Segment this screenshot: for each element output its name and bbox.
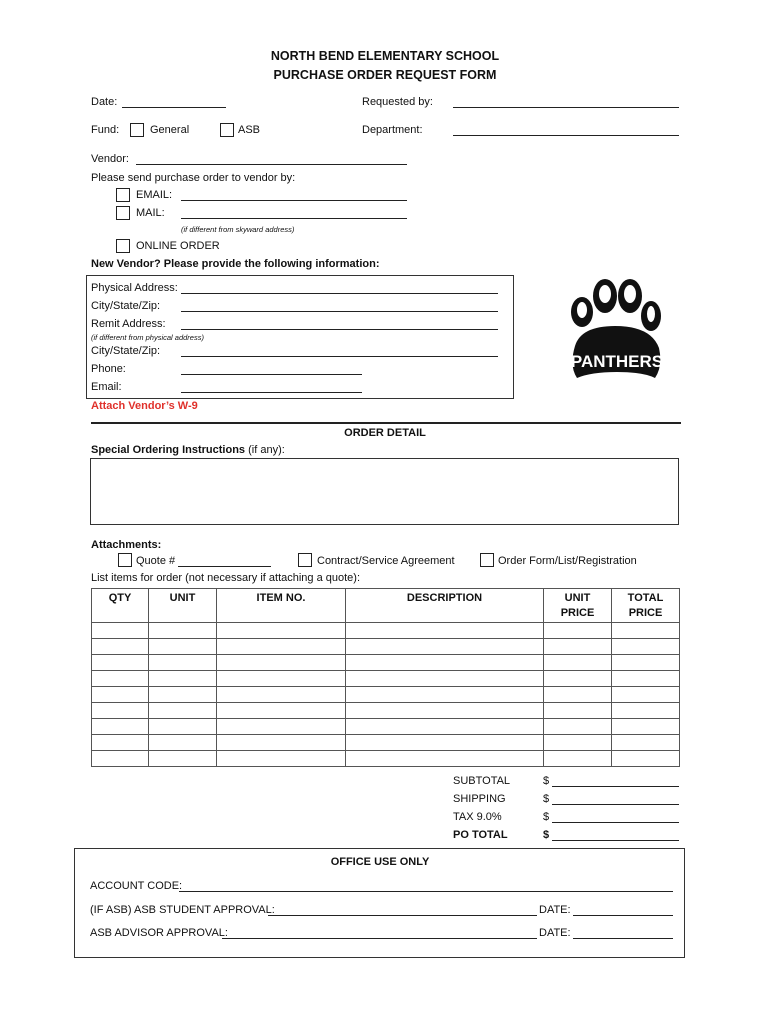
- subtotal-label: SUBTOTAL: [453, 775, 511, 787]
- school-name: NORTH BEND ELEMENTARY SCHOOL: [270, 49, 500, 63]
- date-field[interactable]: [122, 107, 226, 108]
- special-instructions-text: Special Ordering Instructions: [91, 444, 246, 456]
- vendor-email-label: Email:: [91, 381, 122, 393]
- table-cell[interactable]: [217, 703, 346, 719]
- table-cell[interactable]: [217, 719, 346, 735]
- asb-student-approval-field[interactable]: [268, 915, 537, 916]
- table-cell[interactable]: [149, 655, 217, 671]
- table-cell[interactable]: [544, 687, 612, 703]
- tax-label: TAX 9.0%: [453, 811, 502, 823]
- table-cell[interactable]: [612, 703, 680, 719]
- remit-city-state-zip-field[interactable]: [181, 356, 498, 357]
- table-cell[interactable]: [544, 655, 612, 671]
- table-cell[interactable]: [149, 719, 217, 735]
- table-cell[interactable]: [346, 735, 544, 751]
- quote-label: Quote #: [136, 555, 176, 567]
- table-row: [92, 655, 680, 671]
- phone-label: Phone:: [91, 363, 126, 375]
- table-cell[interactable]: [346, 687, 544, 703]
- order-detail-heading: ORDER DETAIL: [344, 427, 426, 439]
- contract-checkbox[interactable]: [298, 553, 312, 567]
- table-row: [92, 639, 680, 655]
- attachments-label: Attachments:: [91, 539, 162, 551]
- table-cell[interactable]: [612, 623, 680, 639]
- online-order-checkbox[interactable]: [116, 239, 130, 253]
- table-cell[interactable]: [346, 751, 544, 767]
- table-cell[interactable]: [544, 751, 612, 767]
- mail-checkbox[interactable]: [116, 206, 130, 220]
- city-state-zip-label: City/State/Zip:: [91, 300, 161, 312]
- fund-general-label: General: [150, 124, 190, 136]
- table-cell[interactable]: [544, 639, 612, 655]
- asb-advisor-approval-label: ASB ADVISOR APPROVAL:: [90, 927, 228, 939]
- requested-by-field[interactable]: [453, 107, 679, 108]
- table-cell[interactable]: [544, 735, 612, 751]
- table-cell[interactable]: [149, 687, 217, 703]
- asb-advisor-approval-field[interactable]: [222, 938, 537, 939]
- table-row: [92, 671, 680, 687]
- table-cell[interactable]: [346, 639, 544, 655]
- table-cell[interactable]: [92, 703, 149, 719]
- fund-asb-label: ASB: [238, 124, 261, 136]
- table-cell[interactable]: [612, 639, 680, 655]
- mail-note: (if different from skyward address): [181, 225, 295, 234]
- contract-label: Contract/Service Agreement: [317, 555, 455, 567]
- order-detail-divider: [91, 422, 681, 424]
- table-cell[interactable]: [149, 623, 217, 639]
- po-total-field[interactable]: [552, 840, 679, 841]
- table-cell[interactable]: [149, 671, 217, 687]
- send-instruction: Please send purchase order to vendor by:: [91, 172, 296, 184]
- table-cell[interactable]: [149, 735, 217, 751]
- table-row: [92, 719, 680, 735]
- table-cell[interactable]: [217, 687, 346, 703]
- shipping-currency: $: [543, 793, 550, 805]
- table-cell[interactable]: [544, 623, 612, 639]
- table-cell[interactable]: [217, 671, 346, 687]
- table-cell[interactable]: [544, 671, 612, 687]
- remit-city-state-zip-label: City/State/Zip:: [91, 345, 161, 357]
- table-cell[interactable]: [217, 639, 346, 655]
- col-description: DESCRIPTION: [346, 589, 544, 623]
- tax-currency: $: [543, 811, 550, 823]
- shipping-label: SHIPPING: [453, 793, 506, 805]
- table-cell[interactable]: [544, 719, 612, 735]
- table-row: [92, 623, 680, 639]
- remit-address-field[interactable]: [181, 329, 498, 330]
- table-cell[interactable]: [612, 655, 680, 671]
- office-use-heading: OFFICE USE ONLY: [330, 856, 430, 868]
- table-cell[interactable]: [92, 751, 149, 767]
- email-method-field[interactable]: [181, 200, 407, 201]
- special-instructions-suffix: (if any):: [248, 444, 285, 456]
- asb-advisor-date-label: DATE:: [539, 927, 571, 939]
- table-row: [92, 703, 680, 719]
- vendor-email-field[interactable]: [181, 392, 362, 393]
- asb-student-date-field[interactable]: [573, 915, 673, 916]
- asb-student-approval-label: (IF ASB) ASB STUDENT APPROVAL:: [90, 904, 275, 916]
- asb-advisor-date-field[interactable]: [573, 938, 673, 939]
- table-cell[interactable]: [92, 735, 149, 751]
- tax-field[interactable]: [552, 822, 679, 823]
- table-cell[interactable]: [149, 639, 217, 655]
- phone-field[interactable]: [181, 374, 362, 375]
- col-unit: UNIT: [149, 589, 217, 623]
- asb-student-date-label: DATE:: [539, 904, 571, 916]
- email-checkbox[interactable]: [116, 188, 130, 202]
- account-code-field[interactable]: [179, 891, 673, 892]
- department-label: Department:: [362, 124, 423, 136]
- table-cell[interactable]: [149, 751, 217, 767]
- table-cell[interactable]: [217, 751, 346, 767]
- col-unit-price: UNIT PRICE: [544, 589, 612, 623]
- remit-note: (if different from physical address): [91, 333, 204, 342]
- new-vendor-heading: New Vendor? Please provide the following information:: [91, 258, 380, 270]
- logo-text: PANTHERS: [570, 352, 664, 371]
- panthers-paw-logo: [565, 274, 667, 386]
- fund-asb-checkbox[interactable]: [220, 123, 234, 137]
- col-total-price: TOTAL PRICE: [612, 589, 680, 623]
- table-header-row: [92, 589, 680, 623]
- quote-checkbox[interactable]: [118, 553, 132, 567]
- shipping-field[interactable]: [552, 804, 679, 805]
- table-cell[interactable]: [92, 671, 149, 687]
- mail-method-label: MAIL:: [136, 207, 165, 219]
- fund-general-checkbox[interactable]: [130, 123, 144, 137]
- table-cell[interactable]: [149, 703, 217, 719]
- w9-notice: Attach Vendor’s W-9: [91, 400, 198, 412]
- table-cell[interactable]: [346, 623, 544, 639]
- vendor-label: Vendor:: [91, 153, 129, 165]
- quote-number-field[interactable]: [178, 566, 271, 567]
- po-total-label: PO TOTAL: [453, 829, 508, 841]
- table-cell[interactable]: [92, 687, 149, 703]
- vendor-field[interactable]: [136, 164, 407, 165]
- table-cell[interactable]: [92, 639, 149, 655]
- po-total-currency: $: [543, 829, 550, 841]
- table-row: [92, 735, 680, 751]
- table-row: [92, 751, 680, 767]
- fund-label: Fund:: [91, 124, 120, 136]
- account-code-label: ACCOUNT CODE:: [90, 880, 183, 892]
- subtotal-field[interactable]: [552, 786, 679, 787]
- table-cell[interactable]: [612, 671, 680, 687]
- email-method-label: EMAIL:: [136, 189, 173, 201]
- requested-by-label: Requested by:: [362, 96, 433, 108]
- table-cell[interactable]: [92, 655, 149, 671]
- department-field[interactable]: [453, 135, 679, 136]
- table-cell[interactable]: [612, 751, 680, 767]
- subtotal-currency: $: [543, 775, 550, 787]
- table-cell[interactable]: [217, 655, 346, 671]
- physical-address-label: Physical Address:: [91, 282, 178, 294]
- order-form-checkbox[interactable]: [480, 553, 494, 567]
- table-cell[interactable]: [92, 623, 149, 639]
- city-state-zip-field[interactable]: [181, 311, 498, 312]
- table-cell[interactable]: [612, 687, 680, 703]
- online-order-label: ONLINE ORDER: [136, 240, 220, 252]
- form-title: PURCHASE ORDER REQUEST FORM: [273, 68, 497, 82]
- table-cell[interactable]: [612, 719, 680, 735]
- list-instruction: List items for order (not necessary if attaching a quote):: [91, 572, 361, 584]
- order-form-label: Order Form/List/Registration: [498, 555, 637, 567]
- table-cell[interactable]: [346, 719, 544, 735]
- physical-address-field[interactable]: [181, 293, 498, 294]
- items-table: [91, 588, 680, 767]
- table-cell[interactable]: [544, 703, 612, 719]
- table-cell[interactable]: [346, 703, 544, 719]
- special-instructions-textarea[interactable]: [90, 458, 679, 525]
- table-row: [92, 687, 680, 703]
- special-instructions-label: [91, 444, 285, 456]
- table-cell[interactable]: [217, 735, 346, 751]
- remit-address-label: Remit Address:: [91, 318, 166, 330]
- table-cell[interactable]: [217, 623, 346, 639]
- col-item-no: ITEM NO.: [217, 589, 346, 623]
- mail-method-field[interactable]: [181, 218, 407, 219]
- date-label: Date:: [91, 96, 118, 108]
- col-qty: QTY: [92, 589, 149, 623]
- table-cell[interactable]: [612, 735, 680, 751]
- table-cell[interactable]: [346, 671, 544, 687]
- table-cell[interactable]: [346, 655, 544, 671]
- table-cell[interactable]: [92, 719, 149, 735]
